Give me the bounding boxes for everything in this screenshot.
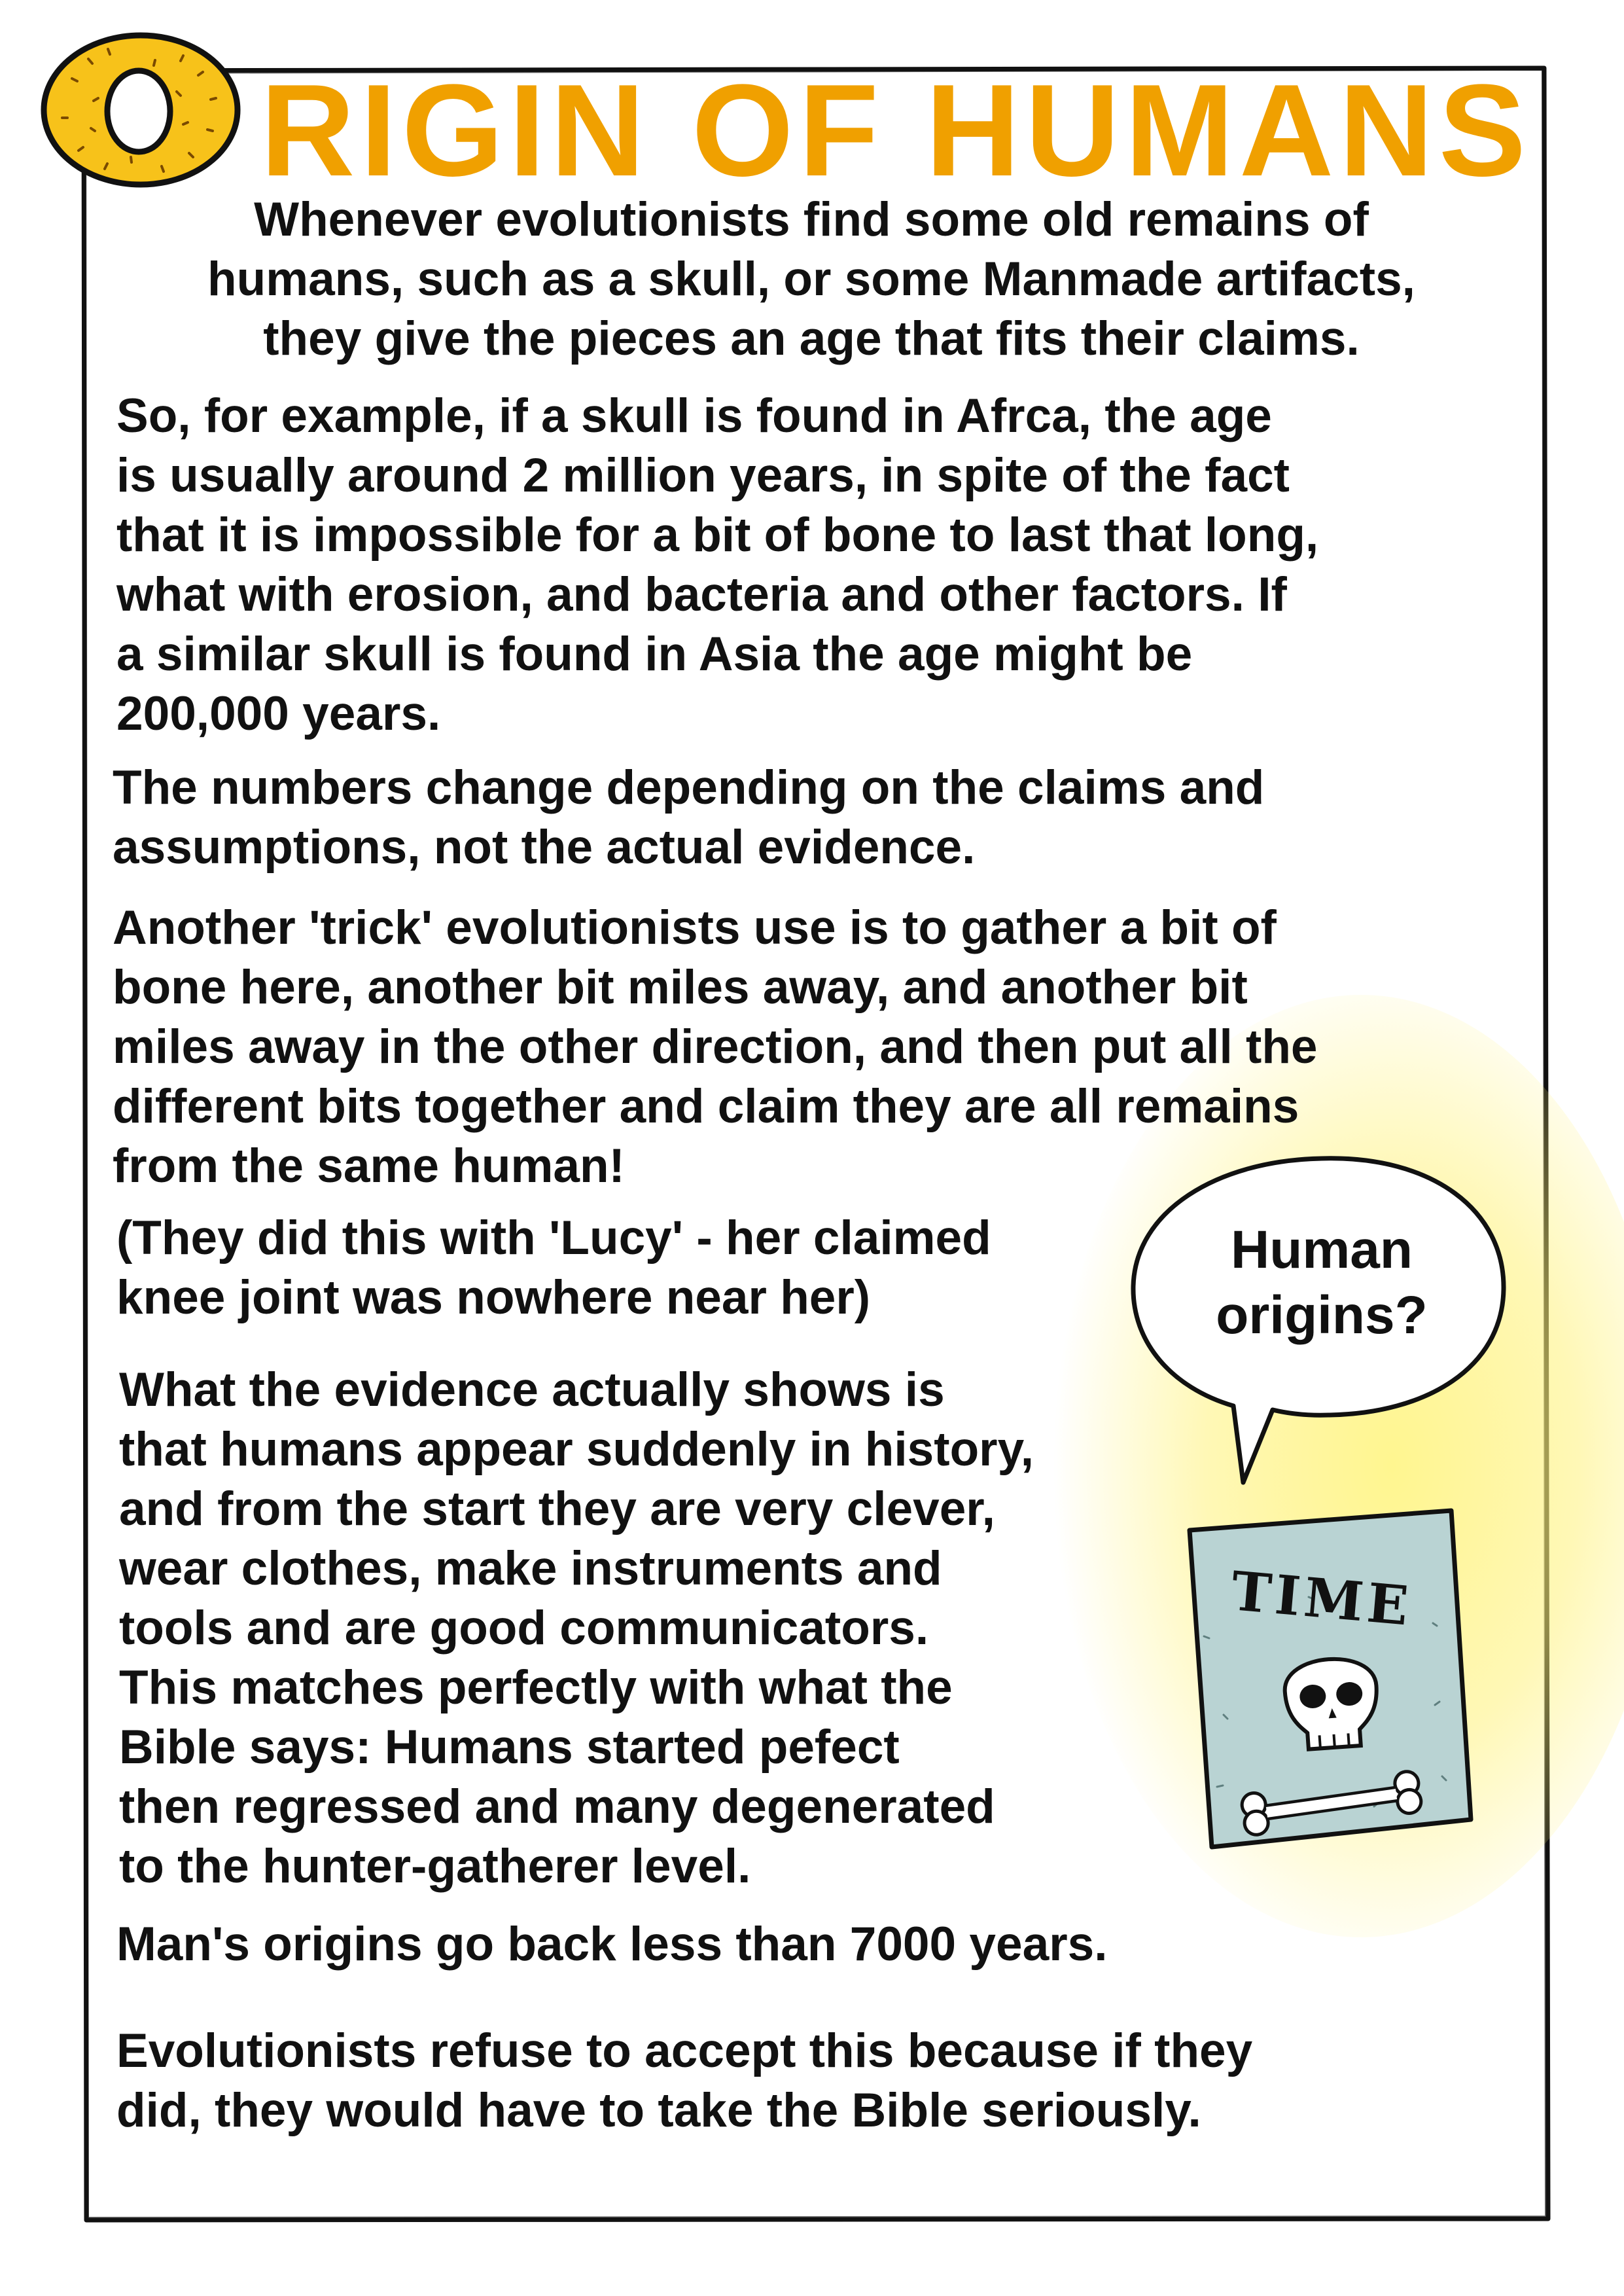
numbers-paragraph <box>113 758 1264 877</box>
origins-line: Man's origins go back less than 7000 years. <box>116 1918 1108 1971</box>
title-initial: RIGIN OF HUMANS <box>260 58 1532 204</box>
example-paragraph <box>116 386 1318 744</box>
trick-line: different bits together and claim they are all remains <box>113 1080 1299 1133</box>
evidence-line: and from the start they are very clever, <box>119 1482 995 1535</box>
title-o-badge-icon <box>26 20 249 196</box>
refuse-paragraph <box>116 2021 1252 2140</box>
evidence-line: that humans appear suddenly in history, <box>119 1423 1034 1476</box>
evidence-line: Bible says: Humans started pefect <box>119 1721 900 1774</box>
trick-line: miles away in the other direction, and then put all the <box>113 1020 1318 1073</box>
intro-line: humans, such as a skull, or some Manmade artifacts, <box>207 253 1415 306</box>
evidence-line: then regressed and many degenerated <box>119 1780 995 1833</box>
bubble-line: origins? <box>1216 1285 1428 1345</box>
intro-line: Whenever evolutionists find some old remains of <box>254 193 1369 246</box>
example-line: what with erosion, and bacteria and other factors. If <box>116 568 1287 621</box>
origins-paragraph <box>116 1914 1108 1974</box>
page-title <box>260 58 1532 204</box>
evidence-line: tools and are good communicators. <box>119 1602 929 1655</box>
evidence-line: This matches perfectly with what the <box>119 1661 953 1714</box>
bubble-line: Human <box>1231 1220 1413 1280</box>
trick-line: Another 'trick' evolutionists use is to gather a bit of <box>113 901 1277 954</box>
intro-line: they give the pieces an age that fits their claims. <box>263 312 1360 365</box>
speech-bubble-text <box>1152 1217 1492 1348</box>
example-line: that it is impossible for a bit of bone to last that long, <box>116 509 1319 562</box>
evidence-line: to the hunter-gatherer level. <box>119 1840 751 1893</box>
example-line: a similar skull is found in Asia the age might be <box>116 628 1193 681</box>
numbers-line: The numbers change depending on the claims and <box>113 761 1265 814</box>
evidence-line: wear clothes, make instruments and <box>119 1542 942 1595</box>
lucy-line: (They did this with 'Lucy' - her claimed <box>116 1211 991 1265</box>
lucy-paragraph <box>116 1208 991 1327</box>
refuse-line: did, they would have to take the Bible seriously. <box>116 2084 1201 2137</box>
evidence-paragraph <box>119 1360 1034 1896</box>
example-line: So, for example, if a skull is found in Afrca, the age <box>116 389 1272 442</box>
trick-line: bone here, another bit miles away, and another bit <box>113 961 1248 1014</box>
example-line: is usually around 2 million years, in spite of the fact <box>116 449 1290 502</box>
trick-line: from the same human! <box>113 1139 625 1193</box>
magazine-title: TIME <box>1229 1560 1415 1638</box>
evidence-line: What the evidence actually shows is <box>119 1363 945 1416</box>
numbers-line: assumptions, not the actual evidence. <box>113 821 976 874</box>
refuse-line: Evolutionists refuse to accept this because if they <box>116 2024 1253 2077</box>
example-line: 200,000 years. <box>116 687 441 740</box>
intro-paragraph <box>137 190 1485 368</box>
lucy-line: knee joint was nowhere near her) <box>116 1271 871 1324</box>
